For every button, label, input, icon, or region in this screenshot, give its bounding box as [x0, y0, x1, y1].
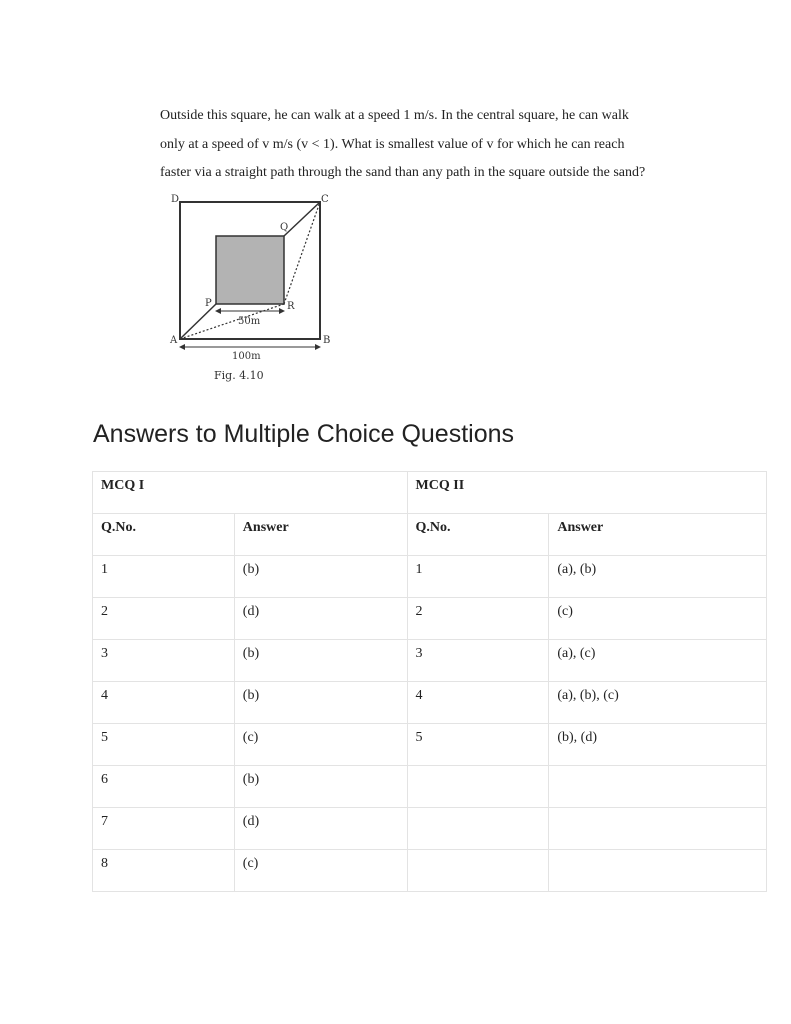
table-row — [93, 766, 767, 808]
path-a-to-p — [180, 304, 216, 339]
mcq1-answer-cell: (b) — [234, 556, 407, 598]
mcq1-answer-cell: (c) — [234, 850, 407, 892]
mcq1-qno-cell: 4 — [93, 682, 235, 724]
mcq1-qno-cell: 6 — [93, 766, 235, 808]
table-row — [93, 682, 767, 724]
problem-text — [160, 102, 760, 188]
path-r-to-c — [284, 202, 320, 304]
label-c: C — [321, 194, 329, 205]
column-header-answer-2: Answer — [549, 514, 767, 556]
label-q: Q — [280, 222, 289, 233]
label-b: B — [323, 335, 331, 346]
mcq2-qno-cell — [407, 808, 549, 850]
mcq1-qno-cell: 1 — [93, 556, 235, 598]
mcq2-answer-cell — [549, 808, 767, 850]
column-header-qno-2: Q.No. — [407, 514, 549, 556]
outer-length-label: 100m — [232, 351, 261, 362]
mcq2-answer-cell — [549, 766, 767, 808]
figure-4-10 — [168, 190, 338, 390]
mcq1-qno-cell: 8 — [93, 850, 235, 892]
mcq1-answer-cell: (b) — [234, 766, 407, 808]
table-row — [93, 640, 767, 682]
problem-line-2: only at a speed of v m/s (v < 1). What is smallest value of v for which he can reach — [160, 136, 625, 152]
mcq2-answer-cell — [549, 850, 767, 892]
mcq1-qno-cell: 7 — [93, 808, 235, 850]
label-p: P — [205, 298, 212, 309]
answers-table — [92, 471, 767, 892]
mcq1-answer-cell: (b) — [234, 640, 407, 682]
mcq1-answer-cell: (d) — [234, 808, 407, 850]
figure-caption: Fig. 4.10 — [214, 369, 264, 382]
mcq2-answer-cell: (b), (d) — [549, 724, 767, 766]
label-a: A — [170, 335, 178, 346]
column-header-qno-1: Q.No. — [93, 514, 235, 556]
problem-line-1: Outside this square, he can walk at a speed 1 m/s. In the central square, he can walk — [160, 108, 629, 123]
group-header-mcq-2: MCQ II — [407, 472, 766, 514]
table-row — [93, 724, 767, 766]
central-sand-square — [216, 236, 284, 304]
mcq2-answer-cell: (a), (b) — [549, 556, 767, 598]
table-row — [93, 850, 767, 892]
group-header-mcq-1: MCQ I — [93, 472, 408, 514]
mcq1-qno-cell: 5 — [93, 724, 235, 766]
mcq2-answer-cell: (a), (c) — [549, 640, 767, 682]
inner-length-label: 50m — [238, 316, 261, 327]
label-r: R — [287, 301, 295, 312]
label-d: D — [171, 194, 180, 205]
problem-line-3: faster via a straight path through the sand than any path in the square outside the sand? — [160, 165, 646, 180]
table-row — [93, 598, 767, 640]
mcq2-qno-cell — [407, 766, 549, 808]
path-q-to-c — [284, 202, 320, 236]
column-header-answer-1: Answer — [234, 514, 407, 556]
mcq1-answer-cell: (b) — [234, 682, 407, 724]
table-group-row — [93, 472, 767, 514]
mcq1-qno-cell: 3 — [93, 640, 235, 682]
mcq2-qno-cell: 3 — [407, 640, 549, 682]
mcq2-qno-cell — [407, 850, 549, 892]
section-heading: Answers to Multiple Choice Questions — [93, 420, 515, 448]
mcq1-answer-cell: (d) — [234, 598, 407, 640]
mcq1-answer-cell: (c) — [234, 724, 407, 766]
table-row — [93, 808, 767, 850]
mcq2-qno-cell: 1 — [407, 556, 549, 598]
mcq1-qno-cell: 2 — [93, 598, 235, 640]
mcq2-qno-cell: 4 — [407, 682, 549, 724]
table-row — [93, 556, 767, 598]
table-header-row — [93, 514, 767, 556]
mcq2-qno-cell: 5 — [407, 724, 549, 766]
mcq2-answer-cell: (c) — [549, 598, 767, 640]
mcq2-answer-cell: (a), (b), (c) — [549, 682, 767, 724]
mcq2-qno-cell: 2 — [407, 598, 549, 640]
square-diagram — [168, 190, 338, 390]
path-a-to-r — [180, 304, 284, 339]
